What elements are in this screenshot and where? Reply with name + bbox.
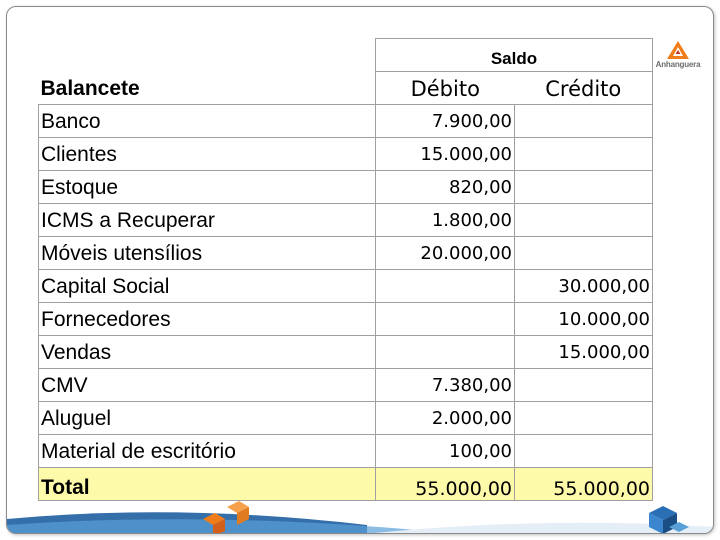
account-label: Banco [39,105,376,138]
account-label: Móveis utensílios [39,237,376,270]
table-row [39,138,653,171]
total-credit-value: 55.000,00 [515,468,653,501]
footer-blue-cubes-icon [649,506,689,534]
header-row-columns [39,72,653,105]
debit-value [376,303,515,336]
balancete-header: Balancete [39,72,376,105]
debit-value [376,270,515,303]
debit-value: 7.900,00 [376,105,515,138]
logo-triangle-icon [667,41,689,59]
blank-header-cell [39,39,376,72]
credit-value [515,138,653,171]
credit-value [515,204,653,237]
table-row [39,369,653,402]
slide-frame [6,6,714,534]
table-row [39,237,653,270]
table-row [39,435,653,468]
logo-text: Anhanguera [655,60,701,69]
total-label: Total [39,468,376,501]
table-row [39,303,653,336]
header-row-saldo [39,39,653,72]
table-row [39,336,653,369]
total-debit-value: 55.000,00 [376,468,515,501]
credito-header: Crédito [515,72,653,105]
debit-value: 820,00 [376,171,515,204]
debit-value: 20.000,00 [376,237,515,270]
account-label: ICMS a Recuperar [39,204,376,237]
debit-value: 2.000,00 [376,402,515,435]
account-label: Clientes [39,138,376,171]
credit-value [515,369,653,402]
credit-value [515,171,653,204]
account-label: Estoque [39,171,376,204]
credit-value: 15.000,00 [515,336,653,369]
credit-value [515,435,653,468]
debit-value [376,336,515,369]
account-label: Aluguel [39,402,376,435]
footer-decoration [7,497,714,534]
credit-value [515,105,653,138]
table-row [39,204,653,237]
table-row [39,402,653,435]
debito-header: Débito [376,72,515,105]
credit-value: 30.000,00 [515,270,653,303]
credit-value: 10.000,00 [515,303,653,336]
debit-value: 7.380,00 [376,369,515,402]
table-row [39,171,653,204]
account-label: Capital Social [39,270,376,303]
table-row [39,270,653,303]
debit-value: 100,00 [376,435,515,468]
balance-table [38,38,653,501]
debit-value: 15.000,00 [376,138,515,171]
credit-value [515,402,653,435]
account-label: Fornecedores [39,303,376,336]
account-label: Vendas [39,336,376,369]
credit-value [515,237,653,270]
account-label: Material de escritório [39,435,376,468]
table-row [39,105,653,138]
debit-value: 1.800,00 [376,204,515,237]
account-label: CMV [39,369,376,402]
total-row [39,468,653,501]
anhanguera-logo [652,41,704,75]
saldo-header: Saldo [376,39,653,72]
